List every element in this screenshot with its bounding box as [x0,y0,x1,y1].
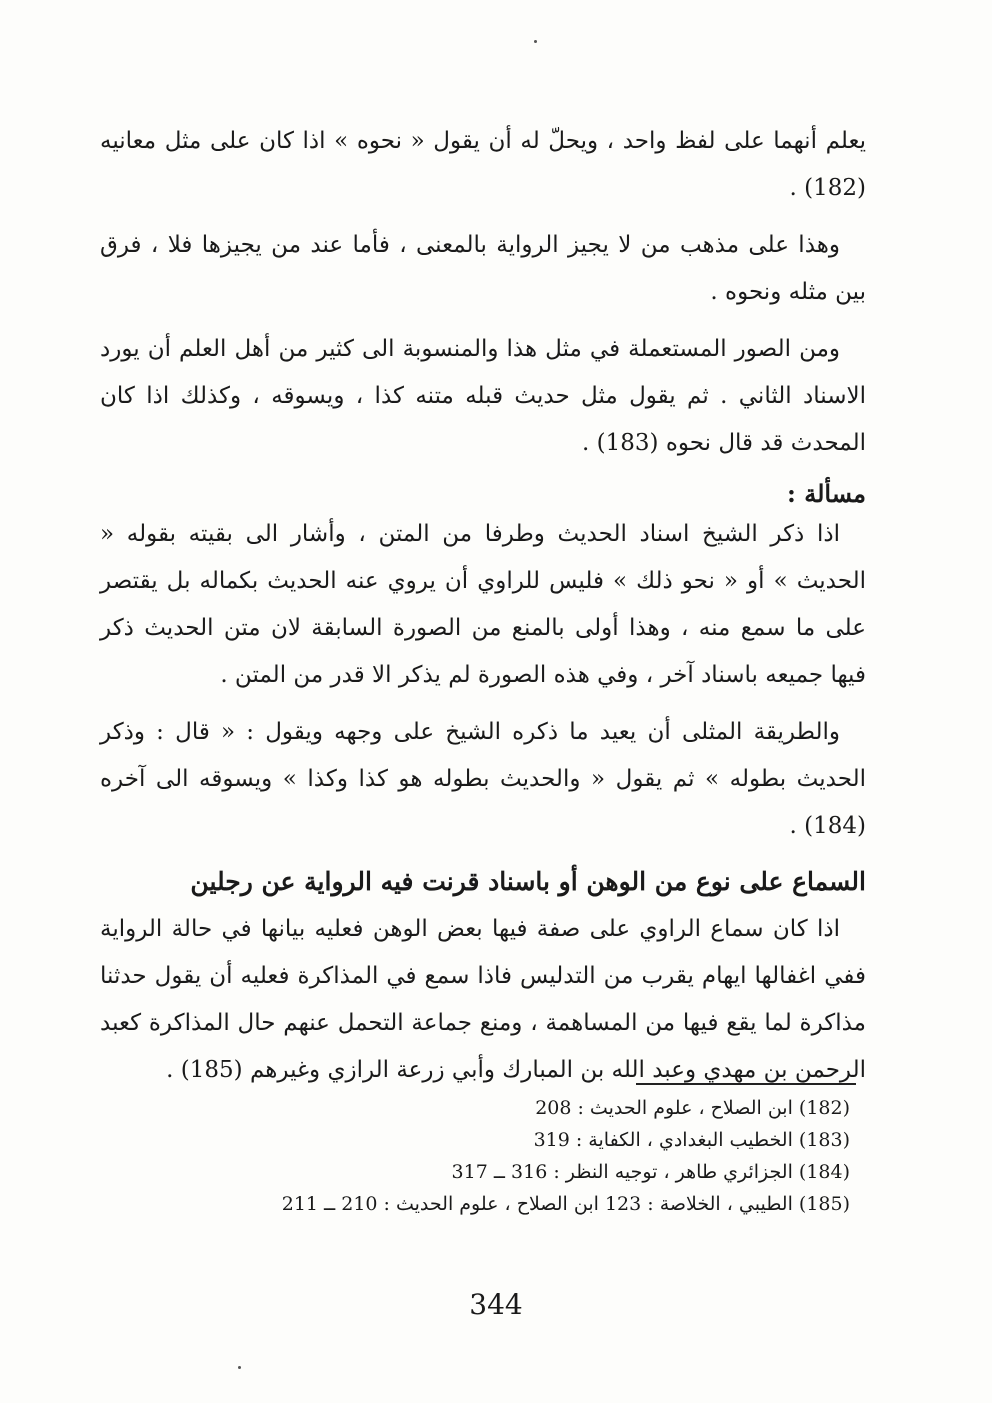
page-body [100,118,866,1104]
paragraph-3: ومن الصور المستعملة في مثل هذا والمنسوبة الى كثير من أهل العلم أن يورد الاسناد الثاني . ثم يقول مثل حديث قبله متنه كذا ، ويسوقه ، وكذلك اذا كان المحدث قد قال نحوه (183) . [100,336,866,456]
paragraph-2: وهذا على مذهب من لا يجيز الرواية بالمعنى ، فأما عند من يجيزها فلا ، فرق بين مثله ونحوه . [100,232,866,305]
page-number: 344 [469,1288,523,1321]
section-label: مسألة : [787,479,866,508]
scan-speck [238,1366,241,1369]
footnote-divider [636,1083,856,1085]
scan-speck [534,40,537,43]
footnote-185: (185) الطيبي ، الخلاصة : 123 ابن الصلاح ، علوم الحديث : 210 ــ 211 [281,1193,850,1215]
heading-paragraph: اذا كان سماع الراوي على صفة فيها بعض الوهن فعليه بيانها في حالة الرواية ففي اغفالها ايهام يقرب من التدليس فاذا سمع في المذاكرة فعليه أن يقول حدثنا مذاكرة لما يقع فيها من المساهمة ، ومنع جماعة التحمل عنهم حال المذاكرة كعبد الرحمن بن مهدي وعبد الله بن المبارك وأبي زرعة الرازي وغيرهم (185) . [100,916,866,1083]
footnote-184: (184) الجزائري طاهر ، توجيه النظر : 316 ــ 317 [451,1161,850,1183]
footnote-182: (182) ابن الصلاح ، علوم الحديث : 208 [535,1097,850,1119]
section-paragraph-1: اذا ذكر الشيخ اسناد الحديث وطرفا من المتن ، وأشار الى بقيته بقوله « الحديث » أو « نحو ذلك » فليس للراوي أن يروي عنه الحديث بكماله بل يقتصر على ما سمع منه ، وهذا أولى بالمنع من الصورة السابقة لان متن الحديث ذكر فيها جميعه باسناد آخر ، وفي هذه الصورة لم يذكر الا قدر من المتن . [100,521,866,688]
section-heading: السماع على نوع من الوهن أو باسناد قرنت فيه الرواية عن رجلين [190,867,866,896]
paragraph-1: يعلم أنهما على لفظ واحد ، ويحلّ له أن يقول « نحوه » اذا كان على مثل معانيه (182) . [100,128,866,201]
footnotes [180,1092,850,1220]
footnote-183: (183) الخطيب البغدادي ، الكفاية : 319 [533,1129,850,1151]
section-paragraph-2: والطريقة المثلى أن يعيد ما ذكره الشيخ على وجهه ويقول : « قال : وذكر الحديث بطوله » ثم يقول « والحديث بطوله هو كذا وكذا » ويسوقه الى آخره (184) . [100,719,866,839]
